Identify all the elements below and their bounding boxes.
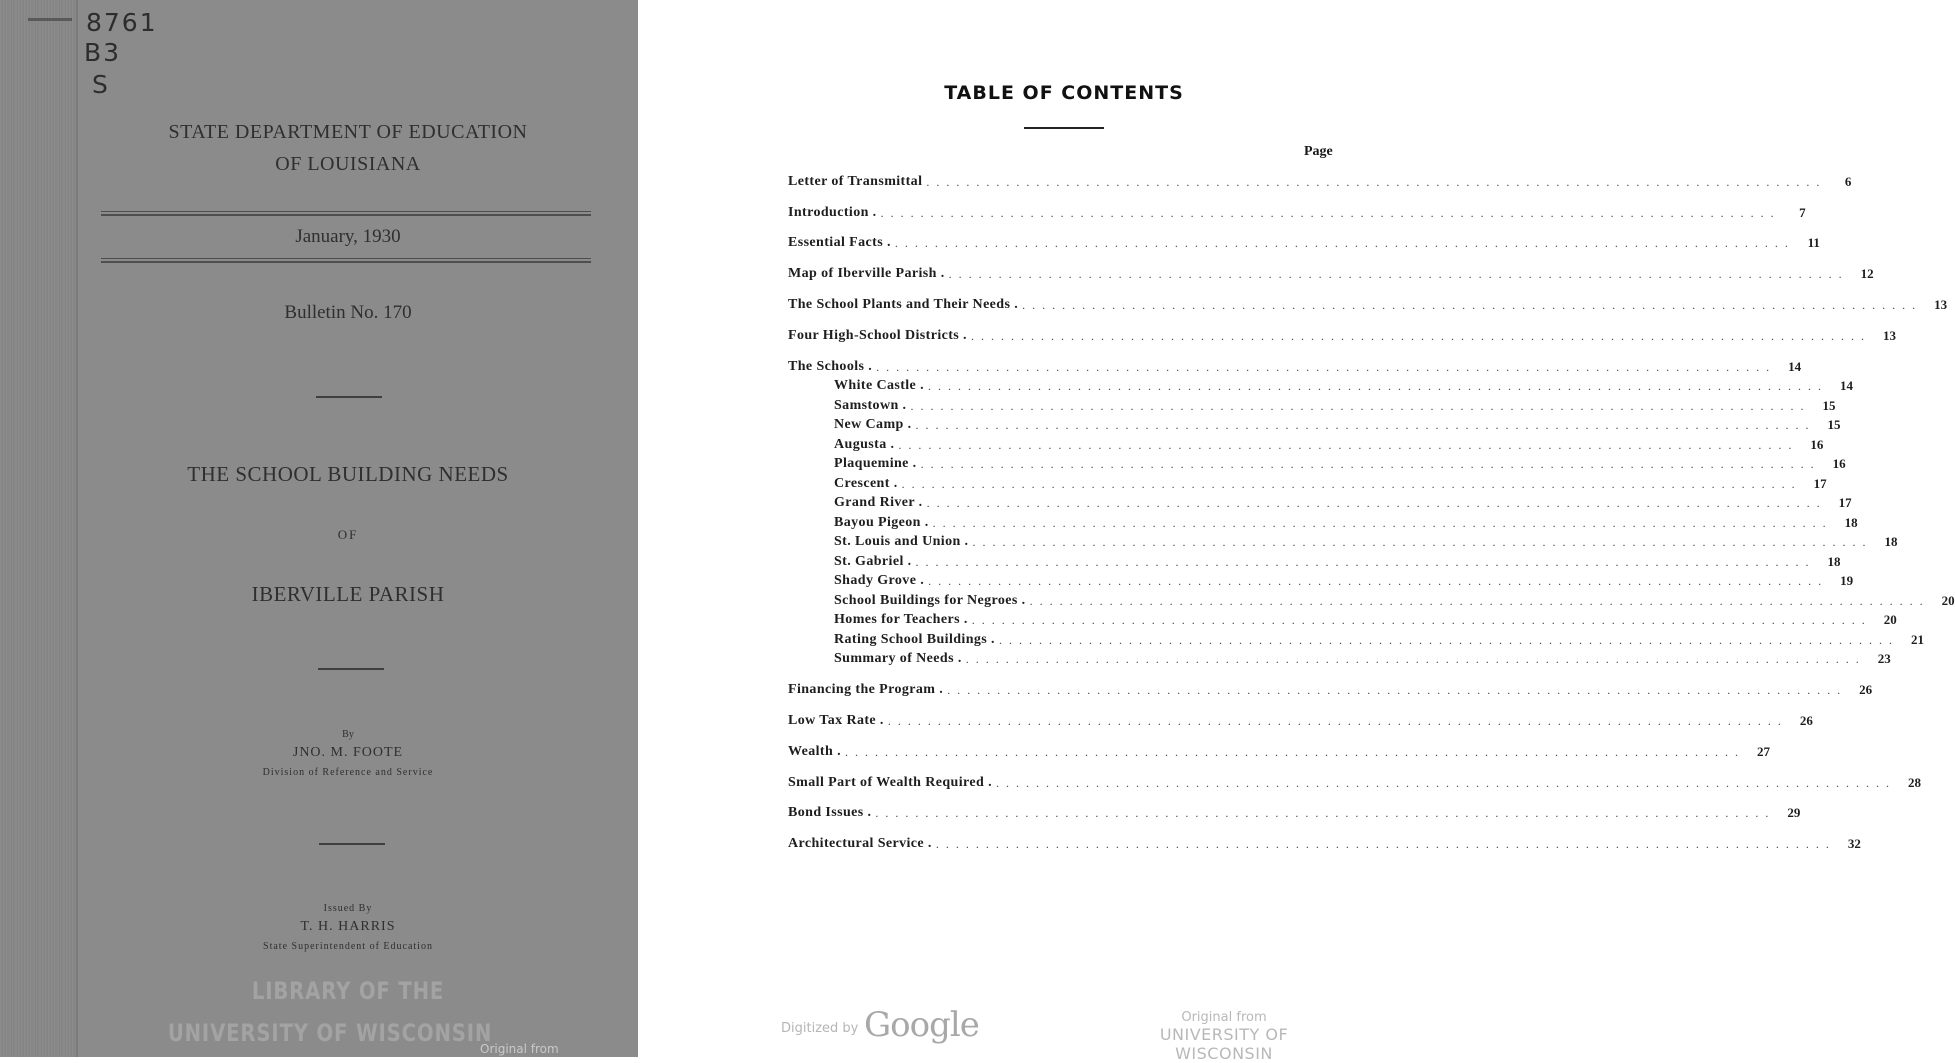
page-column-header: Page	[1304, 144, 1333, 159]
toc-entry-page: 16	[1810, 437, 1824, 452]
toc-entry	[788, 680, 1873, 698]
original-from-credit	[1114, 1010, 1334, 1063]
toc-entry-label: Plaquemine .	[834, 456, 917, 471]
dot-leader: . . . . . . . . . . . . . . . . . . . . . . . . . . . . . . . . . . . . . . . . . . . . . . . . . . . . . . . . . . . . . . . . . . . . . . . . . . . . . . . . . . . . . . . . . .	[935, 837, 1831, 851]
toc-entry-label: Architectural Service .	[788, 836, 932, 851]
toc-entry-page: 15	[1827, 417, 1841, 432]
toc-entry-page: 26	[1859, 682, 1873, 697]
toc-entry-page: 29	[1787, 805, 1801, 820]
dot-leader: . . . . . . . . . . . . . . . . . . . . . . . . . . . . . . . . . . . . . . . . . . . . . . . . . . . . . . . . . . . . . . . . . . . . . . . . . . . . . . . . . . . . . . . . . .	[926, 496, 1822, 510]
bulletin-number: Bulletin No. 170	[284, 302, 412, 323]
toc-entry	[834, 532, 1898, 550]
toc-entry-label: Augusta .	[834, 437, 895, 452]
toc-entry-page: 27	[1756, 744, 1770, 759]
author-name: JNO. M. FOOTE	[292, 745, 404, 760]
divider-2	[318, 668, 384, 670]
toc-entry	[834, 513, 1858, 531]
toc-entry-label: Rating School Buildings .	[834, 632, 995, 647]
dot-leader: . . . . . . . . . . . . . . . . . . . . . . . . . . . . . . . . . . . . . . . . . . . . . . . . . . . . . . . . . . . . . . . . . . . . . . . . . . . . . . . . . . . . . . . . . .	[880, 206, 1776, 220]
toc-entry-label: Essential Facts .	[788, 235, 891, 250]
toc-entry-page: 18	[1827, 554, 1841, 569]
dot-leader: . . . . . . . . . . . . . . . . . . . . . . . . . . . . . . . . . . . . . . . . . . . . . . . . . . . . . . . . . . . . . . . . . . . . . . . . . . . . . . . . . . . . . . . . . .	[844, 745, 1740, 759]
toc-entry-page: 26	[1799, 713, 1813, 728]
dot-leader: . . . . . . . . . . . . . . . . . . . . . . . . . . . . . . . . . . . . . . . . . . . . . . . . . . . . . . . . . . . . . . . . . . . . . . . . . . . . . . . . . . . . . . . . . .	[926, 175, 1822, 189]
toc-entry	[788, 357, 1802, 375]
department-line-1: STATE DEPARTMENT OF EDUCATION	[168, 121, 528, 143]
toc-entry-page: 19	[1840, 573, 1854, 588]
toc-entry-label: Letter of Transmittal	[788, 174, 923, 189]
double-rule-bottom	[101, 258, 591, 263]
cover-title-line-2: IBERVILLE PARISH	[251, 582, 445, 606]
by-label: By	[342, 729, 354, 740]
toc-entry	[834, 610, 1897, 628]
toc-entry-label: Bond Issues .	[788, 805, 872, 820]
dot-leader: . . . . . . . . . . . . . . . . . . . . . . . . . . . . . . . . . . . . . . . . . . . . . . . . . . . . . . . . . . . . . . . . . . . . . . . . . . . . . . . . . . . . . . . . . .	[875, 806, 1771, 820]
issuer-title: State Superintendent of Education	[263, 941, 433, 952]
toc-entry	[788, 172, 1852, 190]
author-division: Division of Reference and Service	[262, 767, 434, 778]
dot-leader: . . . . . . . . . . . . . . . . . . . . . . . . . . . . . . . . . . . . . . . . . . . . . . . . . . . . . . . . . . . . . . . . . . . . . . . . . . . . . . . . . . . . . . . . . .	[971, 613, 1867, 627]
dot-leader: . . . . . . . . . . . . . . . . . . . . . . . . . . . . . . . . . . . . . . . . . . . . . . . . . . . . . . . . . . . . . . . . . . . . . . . . . . . . . . . . . . . . . . . . . .	[947, 683, 1843, 697]
toc-entry-label: Four High-School Districts .	[788, 328, 967, 343]
toc-entry-page: 23	[1877, 651, 1891, 666]
toc-entry-label: Samstown .	[834, 398, 907, 413]
book-cover	[0, 0, 638, 1057]
toc-entry-page: 18	[1884, 534, 1898, 549]
library-stamp-line-1: LIBRARY OF THE	[251, 977, 445, 1005]
divider-1	[316, 396, 382, 398]
toc-entry	[834, 396, 1836, 414]
toc-entry-label: Grand River .	[834, 495, 923, 510]
publication-date: January, 1930	[295, 226, 401, 247]
department-line-2: OF LOUISIANA	[275, 153, 421, 175]
dot-leader: . . . . . . . . . . . . . . . . . . . . . . . . . . . . . . . . . . . . . . . . . . . . . . . . . . . . . . . . . . . . . . . . . . . . . . . . . . . . . . . . . . . . . . . . . .	[948, 267, 1844, 281]
toc-entry	[788, 803, 1801, 821]
toc-entry-page: 6	[1844, 174, 1852, 189]
toc-entry-label: Summary of Needs .	[834, 651, 962, 666]
toc-title-rule	[1024, 127, 1104, 129]
toc-entry-label: Map of Iberville Parish .	[788, 266, 945, 281]
dot-leader: . . . . . . . . . . . . . . . . . . . . . . . . . . . . . . . . . . . . . . . . . . . . . . . . . . . . . . . . . . . . . . . . . . . . . . . . . . . . . . . . . . . . . . . . . .	[932, 516, 1828, 530]
toc-entry	[788, 773, 1921, 791]
original-from-watermark: Original from	[480, 1042, 559, 1056]
toc-entry-label: School Buildings for Negroes .	[834, 593, 1026, 608]
toc-entry	[834, 493, 1852, 511]
original-from-label: Original from	[1181, 1010, 1267, 1025]
toc-entry	[788, 326, 1896, 344]
toc-entry-label: The School Plants and Their Needs .	[788, 297, 1019, 312]
toc-entry-label: Financing the Program .	[788, 682, 944, 697]
toc-entry-label: Wealth .	[788, 744, 841, 759]
toc-entry-label: Bayou Pigeon .	[834, 515, 929, 530]
dot-leader: . . . . . . . . . . . . . . . . . . . . . . . . . . . . . . . . . . . . . . . . . . . . . . . . . . . . . . . . . . . . . . . . . . . . . . . . . . . . . . . . . . . . . . . . . .	[910, 399, 1806, 413]
call-number-line-3: S	[92, 70, 110, 99]
toc-entry	[788, 295, 1948, 313]
dot-leader: . . . . . . . . . . . . . . . . . . . . . . . . . . . . . . . . . . . . . . . . . . . . . . . . . . . . . . . . . . . . . . . . . . . . . . . . . . . . . . . . . . . . . . . . . .	[898, 438, 1794, 452]
toc-entry	[788, 834, 1861, 852]
toc-entry-page: 17	[1838, 495, 1852, 510]
library-stamp-line-2: UNIVERSITY OF WISCONSIN	[167, 1019, 493, 1047]
digitized-by-label: Digitized by	[781, 1021, 859, 1036]
toc-entry	[834, 435, 1824, 453]
toc-entry-page: 32	[1847, 836, 1861, 851]
toc-entry	[788, 264, 1874, 282]
table-of-contents-page	[638, 0, 1955, 1063]
toc-entry-label: Small Part of Wealth Required .	[788, 775, 992, 790]
dot-leader: . . . . . . . . . . . . . . . . . . . . . . . . . . . . . . . . . . . . . . . . . . . . . . . . . . . . . . . . . . . . . . . . . . . . . . . . . . . . . . . . . . . . . . . . . .	[876, 360, 1772, 374]
dot-leader: . . . . . . . . . . . . . . . . . . . . . . . . . . . . . . . . . . . . . . . . . . . . . . . . . . . . . . . . . . . . . . . . . . . . . . . . . . . . . . . . . . . . . . . . . .	[1022, 298, 1918, 312]
toc-entry-page: 12	[1860, 266, 1874, 281]
dot-leader: . . . . . . . . . . . . . . . . . . . . . . . . . . . . . . . . . . . . . . . . . . . . . . . . . . . . . . . . . . . . . . . . . . . . . . . . . . . . . . . . . . . . . . . . . .	[894, 236, 1790, 250]
department-heading	[78, 116, 618, 180]
dot-leader: . . . . . . . . . . . . . . . . . . . . . . . . . . . . . . . . . . . . . . . . . . . . . . . . . . . . . . . . . . . . . . . . . . . . . . . . . . . . . . . . . . . . . . . . . .	[998, 633, 1894, 647]
spine-mark	[28, 18, 72, 21]
toc-entry-page: 20	[1883, 612, 1897, 627]
dot-leader: . . . . . . . . . . . . . . . . . . . . . . . . . . . . . . . . . . . . . . . . . . . . . . . . . . . . . . . . . . . . . . . . . . . . . . . . . . . . . . . . . . . . . . . . . .	[915, 418, 1811, 432]
toc-entry	[834, 591, 1955, 609]
toc-entry-page: 28	[1908, 775, 1921, 790]
toc-entry-label: St. Louis and Union .	[834, 534, 969, 549]
issued-by-label: Issued By	[323, 903, 373, 914]
toc-entry-page: 21	[1910, 632, 1924, 647]
dot-leader: . . . . . . . . . . . . . . . . . . . . . . . . . . . . . . . . . . . . . . . . . . . . . . . . . . . . . . . . . . . . . . . . . . . . . . . . . . . . . . . . . . . . . . . . . .	[887, 714, 1783, 728]
divider-3	[319, 843, 385, 845]
toc-entry-label: New Camp .	[834, 417, 912, 432]
dot-leader: . . . . . . . . . . . . . . . . . . . . . . . . . . . . . . . . . . . . . . . . . . . . . . . . . . . . . . . . . . . . . . . . . . . . . . . . . . . . . . . . . . . . . . . . . .	[996, 776, 1891, 790]
toc-entry-page: 7	[1799, 205, 1806, 220]
toc-entry	[834, 649, 1891, 667]
issuer-name: T. H. HARRIS	[300, 919, 396, 934]
dot-leader: . . . . . . . . . . . . . . . . . . . . . . . . . . . . . . . . . . . . . . . . . . . . . . . . . . . . . . . . . . . . . . . . . . . . . . . . . . . . . . . . . . . . . . . . . .	[972, 535, 1868, 549]
toc-entry-label: The Schools .	[788, 359, 873, 374]
toc-entry	[788, 711, 1813, 729]
toc-entry	[834, 552, 1841, 570]
toc-entry	[834, 376, 1853, 394]
toc-entry-page: 13	[1934, 297, 1948, 312]
toc-entry	[788, 203, 1806, 221]
institution-name: UNIVERSITY OF WISCONSIN	[1159, 1025, 1289, 1063]
toc-entry-label: Homes for Teachers .	[834, 612, 968, 627]
dot-leader: . . . . . . . . . . . . . . . . . . . . . . . . . . . . . . . . . . . . . . . . . . . . . . . . . . . . . . . . . . . . . . . . . . . . . . . . . . . . . . . . . . . . . . . . . .	[927, 379, 1823, 393]
toc-title: TABLE OF CONTENTS	[944, 82, 1184, 104]
dot-leader: . . . . . . . . . . . . . . . . . . . . . . . . . . . . . . . . . . . . . . . . . . . . . . . . . . . . . . . . . . . . . . . . . . . . . . . . . . . . . . . . . . . . . . . . . .	[1029, 594, 1925, 608]
book-spine	[0, 0, 78, 1057]
dot-leader: . . . . . . . . . . . . . . . . . . . . . . . . . . . . . . . . . . . . . . . . . . . . . . . . . . . . . . . . . . . . . . . . . . . . . . . . . . . . . . . . . . . . . . . . . .	[970, 329, 1866, 343]
toc-entry	[834, 415, 1841, 433]
double-rule-top	[101, 211, 591, 216]
cover-title-of: OF	[337, 527, 359, 542]
call-number-line-1: 8761	[86, 8, 158, 37]
toc-entry-page: 17	[1813, 476, 1827, 491]
cover-title-line-1: THE SCHOOL BUILDING NEEDS	[187, 462, 509, 486]
toc-entry-label: St. Gabriel .	[834, 554, 912, 569]
toc-entry-label: Introduction .	[788, 205, 877, 220]
dot-leader: . . . . . . . . . . . . . . . . . . . . . . . . . . . . . . . . . . . . . . . . . . . . . . . . . . . . . . . . . . . . . . . . . . . . . . . . . . . . . . . . . . . . . . . . . .	[915, 555, 1811, 569]
toc-entry	[788, 742, 1770, 760]
toc-entry-page: 20	[1941, 593, 1955, 608]
toc-entry-page: 18	[1844, 515, 1858, 530]
toc-entry	[834, 454, 1846, 472]
dot-leader: . . . . . . . . . . . . . . . . . . . . . . . . . . . . . . . . . . . . . . . . . . . . . . . . . . . . . . . . . . . . . . . . . . . . . . . . . . . . . . . . . . . . . . . . . .	[928, 574, 1824, 588]
google-logo: Google	[864, 1005, 979, 1045]
toc-entry	[834, 630, 1924, 648]
toc-entry-label: Crescent .	[834, 476, 898, 491]
toc-entry-label: Low Tax Rate .	[788, 713, 884, 728]
toc-entry-page: 14	[1788, 359, 1802, 374]
toc-entry-page: 13	[1882, 328, 1896, 343]
toc-entry	[834, 571, 1854, 589]
toc-entry-page: 15	[1822, 398, 1836, 413]
dot-leader: . . . . . . . . . . . . . . . . . . . . . . . . . . . . . . . . . . . . . . . . . . . . . . . . . . . . . . . . . . . . . . . . . . . . . . . . . . . . . . . . . . . . . . . . . .	[901, 477, 1797, 491]
toc-entry-page: 14	[1839, 378, 1853, 393]
dot-leader: . . . . . . . . . . . . . . . . . . . . . . . . . . . . . . . . . . . . . . . . . . . . . . . . . . . . . . . . . . . . . . . . . . . . . . . . . . . . . . . . . . . . . . . . . .	[920, 457, 1816, 471]
toc-entry-label: White Castle .	[834, 378, 924, 393]
toc-entry-page: 11	[1807, 235, 1820, 250]
toc-entry	[788, 233, 1820, 251]
toc-entry-label: Shady Grove .	[834, 573, 925, 588]
dot-leader: . . . . . . . . . . . . . . . . . . . . . . . . . . . . . . . . . . . . . . . . . . . . . . . . . . . . . . . . . . . . . . . . . . . . . . . . . . . . . . . . . . . . . . . . . .	[965, 652, 1861, 666]
toc-entry	[834, 474, 1827, 492]
toc-entry-page: 16	[1832, 456, 1846, 471]
call-number-line-2: B3	[84, 38, 122, 67]
